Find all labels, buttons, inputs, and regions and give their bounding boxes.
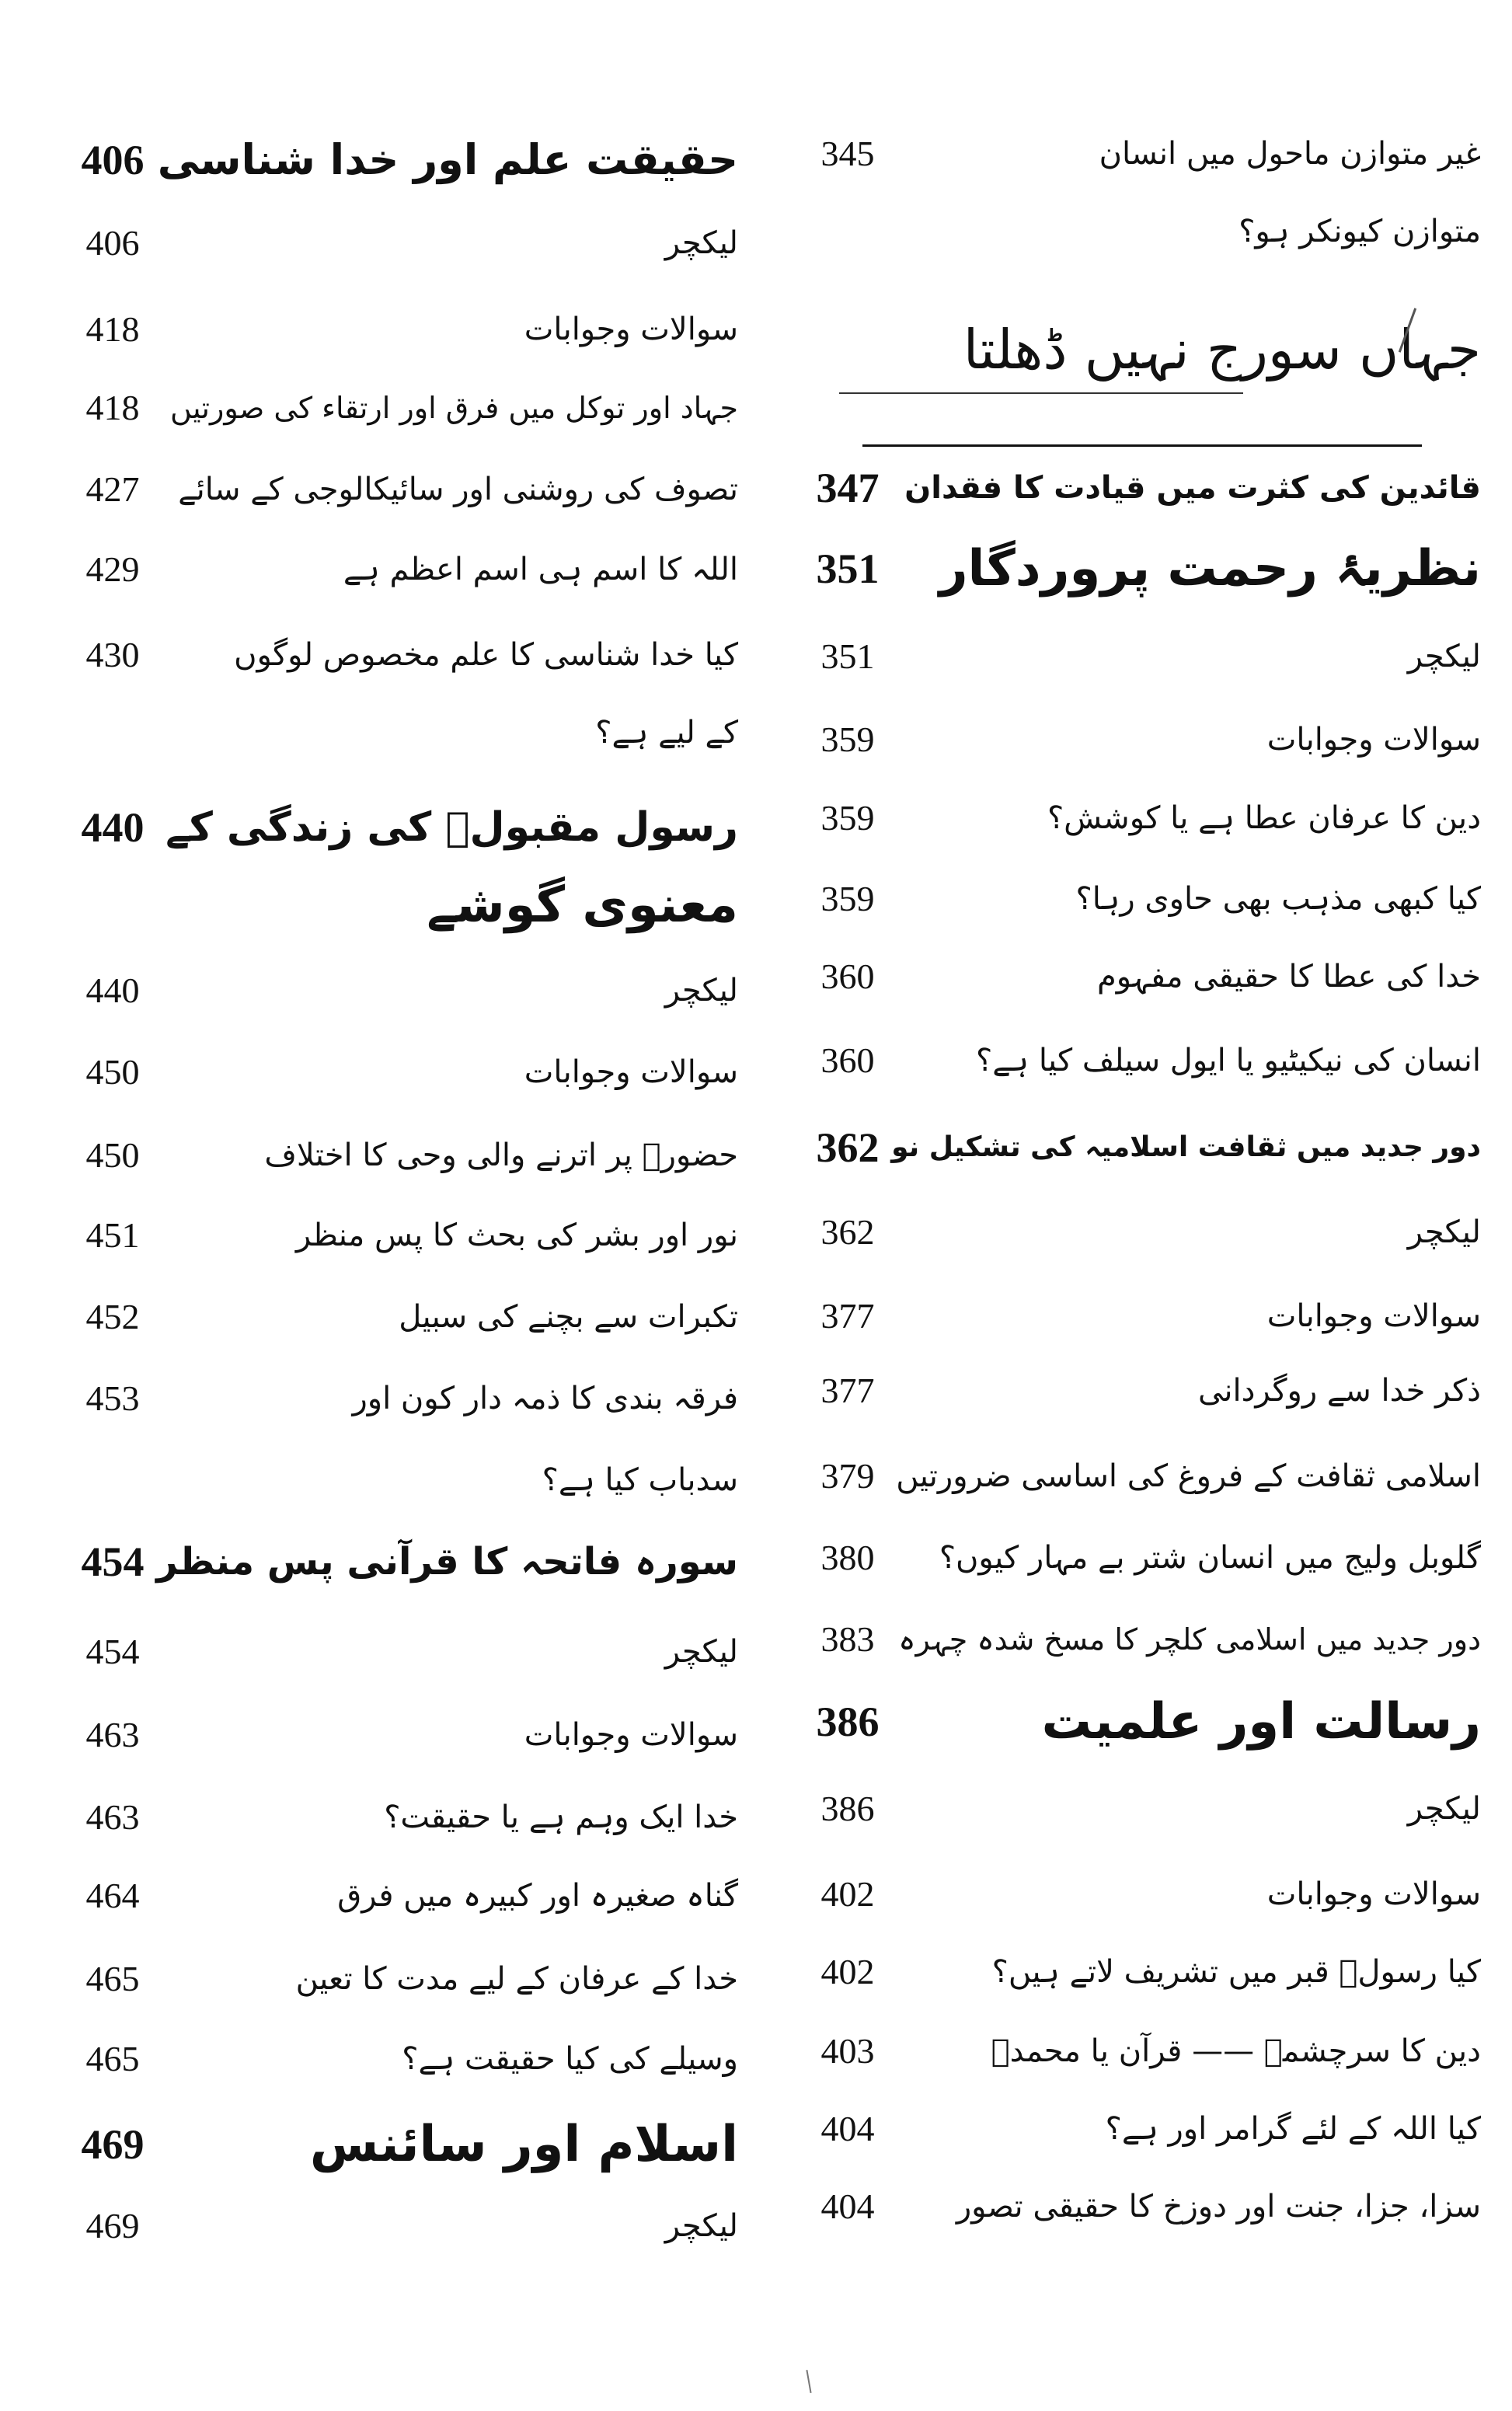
toc-subentry: خدا کے عرفان کے لیے مدت کا تعین <box>295 1961 738 1997</box>
toc-entry <box>766 2012 1512 2090</box>
toc-subentry: خدا ایک وہم ہے یا حقیقت؟ <box>384 1800 738 1835</box>
page-number: 418 <box>85 309 140 349</box>
toc-entry <box>23 1613 769 1691</box>
toc-subentry: خدا کی عطا کا حقیقی مفہوم <box>1096 959 1481 995</box>
toc-subentry: دین کا سرچشمہ —— قرآن یا محمدؐ <box>991 2033 1481 2069</box>
toc-entry <box>23 1278 769 1356</box>
page-number: 406 <box>85 223 140 263</box>
toc-subentry: جہاد اور توکل میں فرق اور ارتقاء کی صورتیں <box>170 391 738 425</box>
toc-subentry: لیکچر <box>664 973 738 1009</box>
toc-entry <box>23 1779 769 1856</box>
toc-entry <box>766 1022 1512 1099</box>
toc-subentry: لیکچر <box>1407 639 1481 674</box>
toc-subentry: سوالات وجوابات <box>524 1054 738 1090</box>
page-number: 406 <box>81 137 145 183</box>
section-underline <box>839 392 1243 394</box>
toc-heading: حقیقت علم اور خدا شناسی <box>157 135 738 184</box>
toc-entry <box>23 531 769 608</box>
toc-entry <box>766 1933 1512 2011</box>
toc-subentry: اللہ کا اسم ہی اسم اعظم ہے <box>343 552 738 587</box>
toc-subentry: گلوبل ولیج میں انسان شتر بے مہار کیوں؟ <box>939 1540 1481 1576</box>
toc-subentry: لیکچر <box>1407 1214 1481 1250</box>
page-number: 427 <box>85 469 140 509</box>
toc-entry <box>766 860 1512 938</box>
toc-entry <box>766 1352 1512 1430</box>
toc-heading: سورہ فاتحہ کا قرآنی پس منظر <box>156 1540 738 1584</box>
page-number: 440 <box>85 970 140 1010</box>
toc-entry <box>766 1683 1512 1761</box>
toc-subentry: گناہ صغیرہ اور کبیرہ میں فرق <box>337 1878 738 1914</box>
page-number: 450 <box>85 1135 140 1175</box>
toc-entry <box>23 451 769 528</box>
page-number: 430 <box>85 635 140 674</box>
page-number: 402 <box>820 1874 875 1914</box>
toc-entry <box>766 193 1512 270</box>
page-number: 454 <box>85 1632 140 1671</box>
toc-entry <box>23 789 769 866</box>
toc-subentry: تصوف کی روشنی اور سائیکالوجی کے سائے <box>178 472 738 507</box>
toc-subentry: کیا رسولؐ قبر میں تشریف لاتے ہیں؟ <box>991 1954 1481 1990</box>
page-number: 386 <box>820 1789 875 1828</box>
page-number: 347 <box>816 465 880 511</box>
toc-entry <box>766 701 1512 779</box>
page-number: 404 <box>820 2109 875 2148</box>
toc-entry <box>766 115 1512 193</box>
page-number: 465 <box>85 1959 140 1998</box>
page-number: 402 <box>820 1952 875 1991</box>
toc-subentry: وسیلے کی کیا حقیقت ہے؟ <box>402 2041 738 2077</box>
right-column <box>766 0 1512 2411</box>
page-number: 403 <box>820 2031 875 2071</box>
toc-entry <box>766 530 1512 608</box>
toc-heading: دور جدید میں ثقافت اسلامیہ کی تشکیل نو <box>891 1131 1481 1163</box>
page-number: 345 <box>820 134 875 173</box>
toc-entry <box>766 1855 1512 1933</box>
page-number: 418 <box>85 388 140 427</box>
toc-subentry: سوالات وجوابات <box>524 312 738 347</box>
toc-entry <box>766 1437 1512 1515</box>
toc-subentry: فرقہ بندی کا ذمہ دار کون اور <box>352 1381 738 1416</box>
page-number: 362 <box>816 1124 880 1171</box>
toc-entry <box>23 694 769 772</box>
page-number: 359 <box>820 879 875 918</box>
toc-subentry: حضورؐ پر اترنے والی وحی کا اختلاف <box>264 1138 738 1173</box>
toc-entry <box>23 1940 769 2018</box>
toc-entry <box>23 204 769 282</box>
toc-subentry: سوالات وجوابات <box>1266 1876 1481 1912</box>
page-number: 359 <box>820 798 875 838</box>
toc-subentry: سوالات وجوابات <box>1266 1298 1481 1334</box>
page-number: 450 <box>85 1052 140 1092</box>
toc-heading: معنوی گوشے <box>427 876 738 934</box>
toc-heading: رسول مقبولؐ کی زندگی کے <box>165 804 738 851</box>
toc-subentry: لیکچر <box>664 2208 738 2244</box>
toc-entry <box>766 1277 1512 1355</box>
toc-entry <box>766 1109 1512 1186</box>
page-number: 386 <box>816 1699 880 1745</box>
page-number: 451 <box>85 1215 140 1255</box>
toc-entry <box>23 1523 769 1601</box>
toc-entry <box>766 449 1512 527</box>
page-number: 351 <box>816 545 880 592</box>
toc-entry <box>23 952 769 1030</box>
toc-entry <box>766 2090 1512 2168</box>
page-number: 469 <box>81 2121 145 2168</box>
toc-entry <box>23 1441 769 1519</box>
toc-entry <box>23 2187 769 2265</box>
toc-heading: قائدین کی کثرت میں قیادت کا فقدان <box>904 470 1481 506</box>
toc-heading: جہاں سورج نہیں ڈھلتا <box>963 318 1481 382</box>
toc-subentry: کیا کبھی مذہب بھی حاوی رہا؟ <box>1075 881 1481 917</box>
page-number: 362 <box>820 1212 875 1252</box>
toc-entry <box>23 866 769 944</box>
page-number: 429 <box>85 549 140 589</box>
toc-subentry: غیر متوازن ماحول میں انسان <box>1099 136 1481 172</box>
toc-entry <box>23 616 769 694</box>
toc-entry <box>23 1117 769 1194</box>
toc-subentry: کیا اللہ کے لئے گرامر اور ہے؟ <box>1105 2111 1481 2147</box>
toc-subentry: نور اور بشر کی بحث کا پس منظر <box>295 1218 738 1253</box>
page-number: 360 <box>820 956 875 996</box>
page-number: 377 <box>820 1371 875 1410</box>
page-number: 383 <box>820 1619 875 1659</box>
page-number: 464 <box>85 1876 140 1915</box>
toc-subentry: لیکچر <box>1407 1791 1481 1827</box>
page-number: 359 <box>820 719 875 759</box>
page-number: 454 <box>81 1538 145 1585</box>
left-column <box>23 0 769 2411</box>
toc-subentry: لیکچر <box>664 225 738 261</box>
page-number: 377 <box>820 1296 875 1336</box>
toc-subentry: ذکر خدا سے روگردانی <box>1197 1373 1481 1409</box>
page-number: 380 <box>820 1538 875 1577</box>
toc-entry <box>766 1519 1512 1597</box>
toc-entry <box>766 1770 1512 1848</box>
toc-entry <box>23 1360 769 1437</box>
toc-subentry: دین کا عرفان عطا ہے یا کوشش؟ <box>1047 800 1481 836</box>
toc-entry <box>23 369 769 447</box>
toc-entry <box>766 1193 1512 1271</box>
toc-subentry: کے لیے ہے؟ <box>595 715 738 751</box>
toc-subentry: کیا خدا شناسی کا علم مخصوص لوگوں <box>234 637 738 673</box>
toc-subentry: لیکچر <box>664 1634 738 1670</box>
toc-subentry: متوازن کیونکر ہو؟ <box>1239 214 1481 249</box>
toc-entry <box>23 291 769 368</box>
toc-subentry: دور جدید میں اسلامی کلچر کا مسخ شدہ چہرہ <box>898 1622 1481 1657</box>
toc-subentry: سدباب کیا ہے؟ <box>542 1462 738 1498</box>
toc-subentry: انسان کی نیکیٹیو یا ایول سیلف کیا ہے؟ <box>976 1043 1481 1078</box>
toc-entry <box>23 1033 769 1111</box>
toc-subentry: سوالات وجوابات <box>524 1717 738 1753</box>
toc-subentry: سزا، جزا، جنت اور دوزخ کا حقیقی تصور <box>956 2189 1481 2225</box>
toc-entry <box>766 779 1512 857</box>
page-number: 351 <box>820 636 875 676</box>
page-number: 452 <box>85 1297 140 1336</box>
toc-entry <box>766 618 1512 695</box>
toc-entry <box>23 1696 769 1774</box>
toc-heading: رسالت اور علمیت <box>1041 1693 1481 1751</box>
toc-subentry: اسلامی ثقافت کے فروغ کی اساسی ضرورتیں <box>896 1458 1481 1494</box>
toc-entry <box>23 1197 769 1274</box>
toc-subentry: تکبرات سے بچنے کی سبیل <box>399 1299 738 1335</box>
page-number: 465 <box>85 2039 140 2078</box>
page-number: 463 <box>85 1797 140 1837</box>
page-number: 360 <box>820 1040 875 1080</box>
toc-heading: نظریۂ رحمت پروردگار <box>939 540 1481 598</box>
toc-entry <box>766 1601 1512 1678</box>
toc-entry <box>23 2020 769 2098</box>
toc-entry <box>23 2106 769 2183</box>
toc-subentry: سوالات وجوابات <box>1266 722 1481 758</box>
page-number: 404 <box>820 2186 875 2226</box>
toc-entry <box>23 1857 769 1935</box>
page-number: 463 <box>85 1715 140 1754</box>
page-number: 379 <box>820 1456 875 1496</box>
toc-entry <box>23 121 769 199</box>
page-number: 469 <box>85 2206 140 2246</box>
page-number: 453 <box>85 1378 140 1418</box>
page-number: 440 <box>81 804 145 851</box>
toc-heading: اسلام اور سائنس <box>309 2116 738 2173</box>
toc-entry <box>766 2168 1512 2246</box>
section-rule <box>862 444 1422 447</box>
toc-entry <box>766 938 1512 1016</box>
